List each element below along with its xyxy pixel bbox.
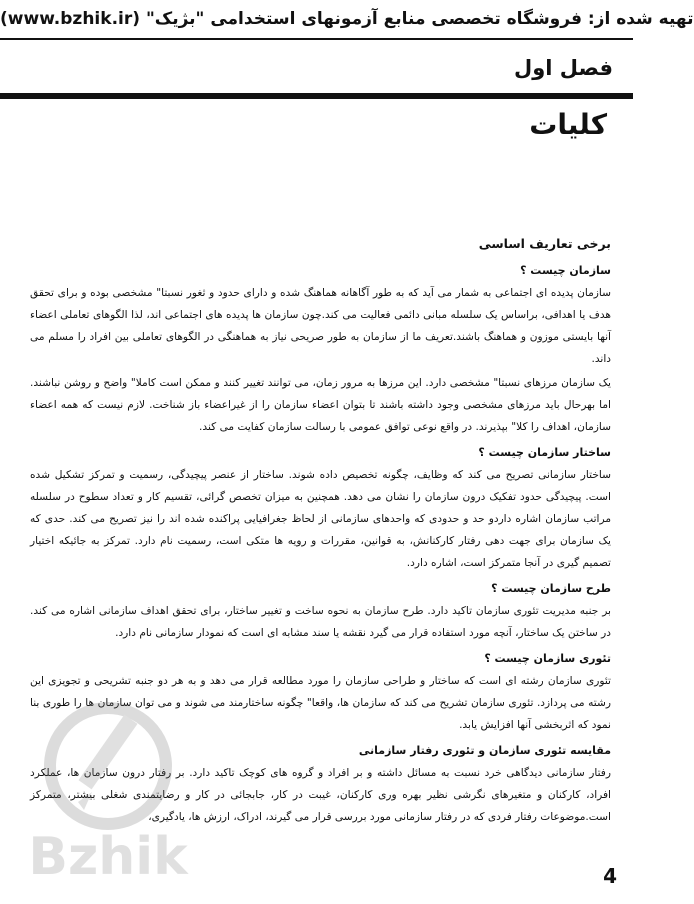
subheading-organization-structure: ساختار سازمان چیست ؟ <box>478 446 611 459</box>
header-text: تهیه شده از: فروشگاه تخصصی منابع آزمونهای استخدامی "بژیک" (www.bzhik.ir) <box>0 9 694 29</box>
subheading-organization-design: طرح سازمان چیست ؟ <box>491 582 611 595</box>
watermark-text: Bzhik <box>28 827 188 887</box>
paragraph: ساختار سازمانی تصریح می کند که وظایف، چگونه تخصیص داده شوند. ساختار از عنصر پیچیدگی، رسمیت و تمرکز تشکیل شده است. پیچیدگی حدود تفکیک درون سازمان را نشان می دهد. همچنین به میزان تخصص گرائی، تقسیم کار و تعداد سطوح در سلسله مراتب سازمان اشاره داردو حد و حدودی که واحدهای سازمانی از لحاظ جغرافیایی پراکنده شده اند را نیز تصریح می کند. حدی که یک سازمان برای جهت دهی رفتار کارکنانش، به قوانین، مقررات و رویه ها متکی است، رسمیت نام دارد. تمرکز به جائیکه اختیار تصمیم گیری در آنجا متمرکز است، اشاره دارد. <box>30 469 611 569</box>
paragraph: سازمان پدیده ای اجتماعی به شمار می آید که به طور آگاهانه هماهنگ شده و دارای حدود و ثغور نسبتا" مشخصی بوده و برای تحقق هدف یا اهدافی، براساس یک سلسله مبانی دائمی فعالیت می کند.چون سازمان ها پدیده های اجتماعی اند، لذا الگوهای تعاملی اعضاء آنها بایستی موزون و هماهنگ باشند.تعریف ما از سازمان به طور صریحی نیاز به هماهنگی در الگوهای تعاملی بین افراد را مسلم می داند. <box>30 287 611 365</box>
subheading-organization-theory: تئوری سازمان چیست ؟ <box>484 652 611 665</box>
page-header <box>0 0 694 40</box>
subheading-theory-comparison: مقایسه تئوری سازمان و تئوری رفتار سازمانی <box>358 744 611 757</box>
paragraph: تئوری سازمان رشته ای است که ساختار و طراحی سازمان را مورد مطالعه قرار می دهد و به هر دو جنبه تشریحی و تجویزی این رشته می پردازد. تئوری سازمان تشریح می کند که سازمان ها، واقعا" چگونه ساختارمند می شوند و می توان سازمان ها را طوری بنا نمود که اثربخشی آنها افزایش یابد. <box>30 675 611 731</box>
chapter-divider <box>0 93 633 99</box>
section-title: کلیات <box>529 108 607 141</box>
paragraph: یک سازمان مرزهای نسبتا" مشخصی دارد. این مرزها به مرور زمان، می توانند تغییر کنند و ممکن است کاملا" واضح و روشن نباشند. اما بهرحال باید مرزهای مشخصی وجود داشته باشند تا بتوان اعضاء سازمان را از غیراعضاء باز شناخت. لازم نیست که همه اعضاء سازمان، اهداف را کلا" بپذیرند. در واقع نوعی توافق عمومی با رسالت سازمان کفایت می کند. <box>30 377 611 433</box>
paragraph: بر جنبه مدیریت تئوری سازمان تاکید دارد. طرح سازمان به نحوه ساخت و تغییر ساختار، برای تحقق اهداف سازمانی اشاره می کند. در ساختن یک ساختار، آنچه مورد استفاده قرار می گیرد نقشه یا سند مشابه ای است که نمودار سازمانی نام دارد. <box>30 605 611 639</box>
paragraph: رفتار سازمانی دیدگاهی خرد نسبت به مسائل داشته و بر افراد و گروه های کوچک تاکید دارد. بر رفتار درون سازمان ها، عملکرد افراد، کارکنان و متغیرهای نگرشی نظیر بهره وری کارکنان، غیبت در کار، جابجائی در کار و رضایتمندی شغلی بیشتر، متمرکز است.موضوعات رفتار فردی که در رفتار سازمانی مورد بررسی قرار می گیرند، ادراک، ارزش ها، یادگیری، <box>30 767 611 823</box>
page-number: 4 <box>603 864 617 888</box>
chapter-title: فصل اول <box>514 56 613 80</box>
heading-basic-definitions: برخی تعاریف اساسی <box>478 236 611 251</box>
main-content <box>30 232 611 830</box>
subheading-what-is-organization: سازمان چیست ؟ <box>520 264 611 277</box>
